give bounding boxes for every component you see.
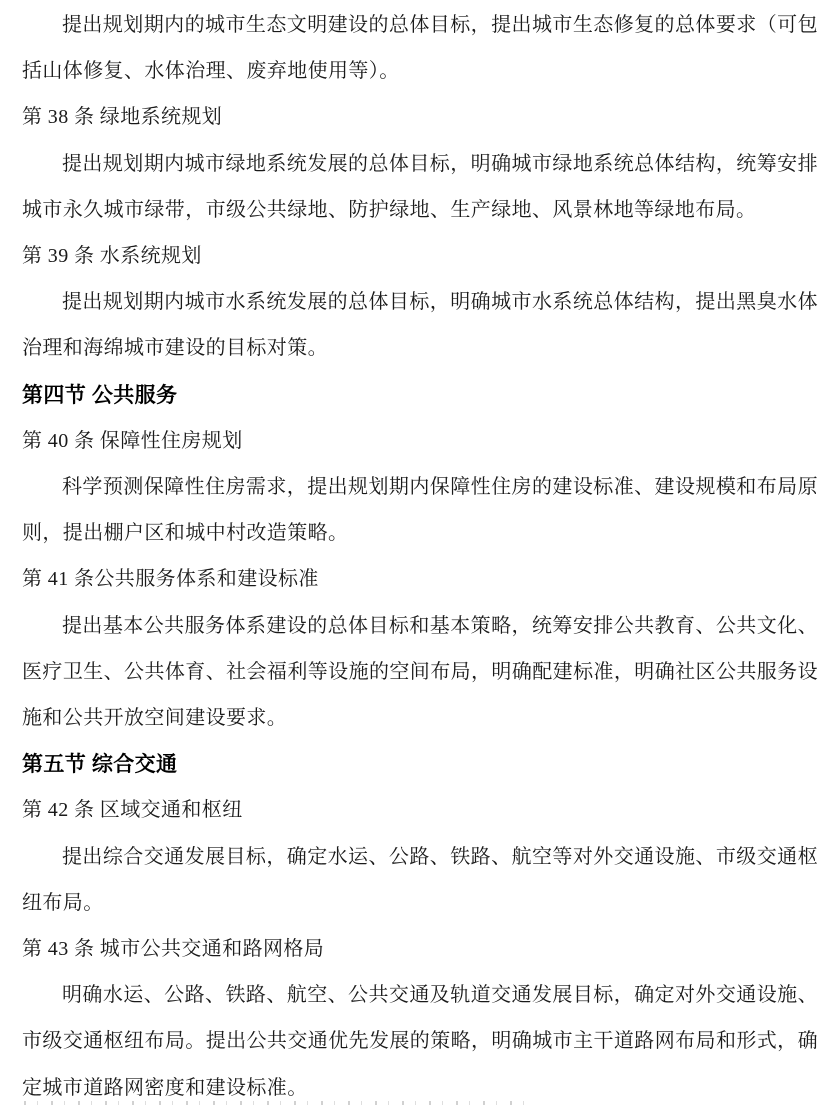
document-content: [22, 0, 818, 1106]
body-paragraph: 提出基本公共服务体系建设的总体目标和基本策略，统筹安排公共教育、公共文化、医疗卫生、公共体育、社会福利等设施的空间布局，明确配建标准，明确社区公共服务设施和公共开放空间建设要求。: [22, 614, 818, 730]
body-paragraph: 明确水运、公路、铁路、航空、公共交通及轨道交通发展目标，确定对外交通设施、市级交通枢纽布局。提出公共交通优先发展的策略，明确城市主干道路网布局和形式，确定城市道路网密度和建设标准。: [22, 984, 818, 1099]
article-heading: 第 39 条 水系统规划: [22, 245, 202, 268]
section-heading: 第五节 综合交通: [22, 752, 178, 777]
article-heading: 第 38 条 绿地系统规划: [22, 106, 223, 129]
section-heading: 第四节 公共服务: [22, 382, 178, 407]
body-paragraph: 提出规划期内城市水系统发展的总体目标，明确城市水系统总体结构，提出黑臭水体治理和海绵城市建设的目标对策。: [22, 291, 818, 360]
body-paragraph: 提出规划期内城市绿地系统发展的总体目标，明确城市绿地系统总体结构，统筹安排城市永久城市绿带，市级公共绿地、防护绿地、生产绿地、风景林地等绿地布局。: [22, 152, 818, 221]
body-paragraph: 科学预测保障性住房需求，提出规划期内保障性住房的建设标准、建设规模和布局原则，提出棚户区和城中村改造策略。: [22, 476, 818, 545]
article-heading: 第 43 条 城市公共交通和路网格局: [22, 938, 325, 961]
article-heading: 第 41 条公共服务体系和建设标准: [22, 568, 319, 591]
body-paragraph: 提出综合交通发展目标，确定水运、公路、铁路、航空等对外交通设施、市级交通枢纽布局。: [22, 845, 818, 914]
clipped-next-line-fragment: [24, 1101, 524, 1105]
body-paragraph: 提出规划期内的城市生态文明建设的总体目标，提出城市生态修复的总体要求（可包括山体修复、水体治理、废弃地使用等）。: [22, 14, 818, 83]
article-heading: 第 40 条 保障性住房规划: [22, 429, 243, 452]
article-heading: 第 42 条 区域交通和枢纽: [22, 799, 243, 822]
